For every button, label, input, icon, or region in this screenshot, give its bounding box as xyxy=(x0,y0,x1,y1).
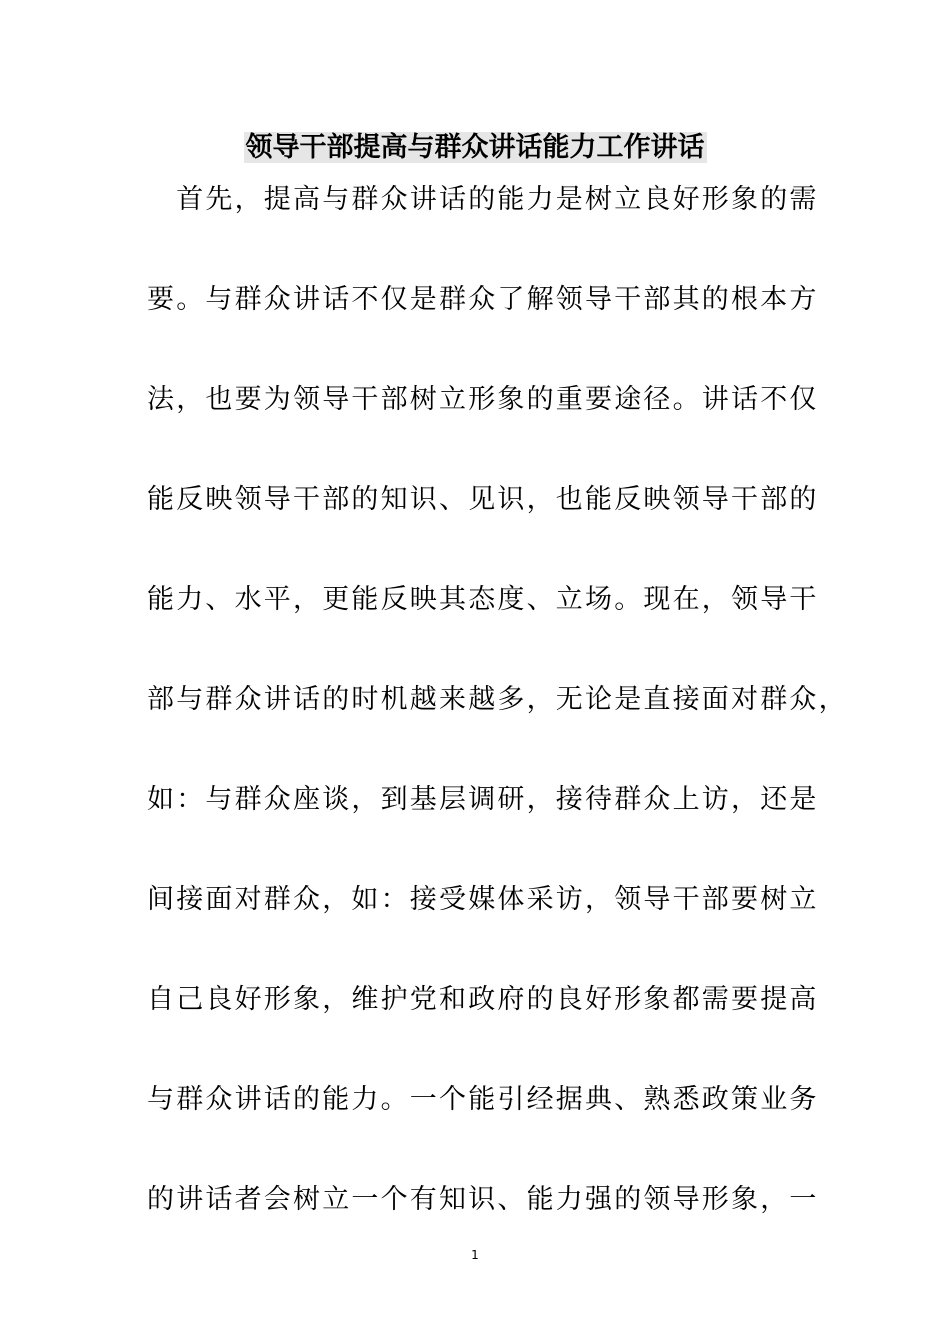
body-line-6: 部与群众讲话的时机越来越多，无论是直接面对群众， xyxy=(147,684,848,715)
body-line-8: 间接面对群众，如：接受媒体采访，领导干部要树立 xyxy=(147,884,819,915)
body-line-7: 如：与群众座谈，到基层调研，接待群众上访，还是 xyxy=(147,784,819,815)
body-line-3: 法，也要为领导干部树立形象的重要途径。讲话不仅 xyxy=(147,384,819,415)
body-line-5: 能力、水平，更能反映其态度、立场。现在，领导干 xyxy=(147,584,819,615)
page-number: 1 xyxy=(471,1248,479,1262)
document-title-text: 领导干部提高与群众讲话能力工作讲话 xyxy=(245,132,705,163)
body-line-1: 首先，提高与群众讲话的能力是树立良好形象的需 xyxy=(147,184,819,215)
body-line-10: 与群众讲话的能力。一个能引经据典、熟悉政策业务 xyxy=(147,1084,819,1115)
document-body xyxy=(147,176,848,1276)
body-line-4: 能反映领导干部的知识、见识，也能反映领导干部的 xyxy=(147,484,819,515)
document-title xyxy=(0,128,950,168)
body-line-2: 要。与群众讲话不仅是群众了解领导干部其的根本方 xyxy=(147,284,819,315)
body-line-9: 自己良好形象，维护党和政府的良好形象都需要提高 xyxy=(147,984,819,1015)
body-line-11: 的讲话者会树立一个有知识、能力强的领导形象，一 xyxy=(147,1184,819,1215)
